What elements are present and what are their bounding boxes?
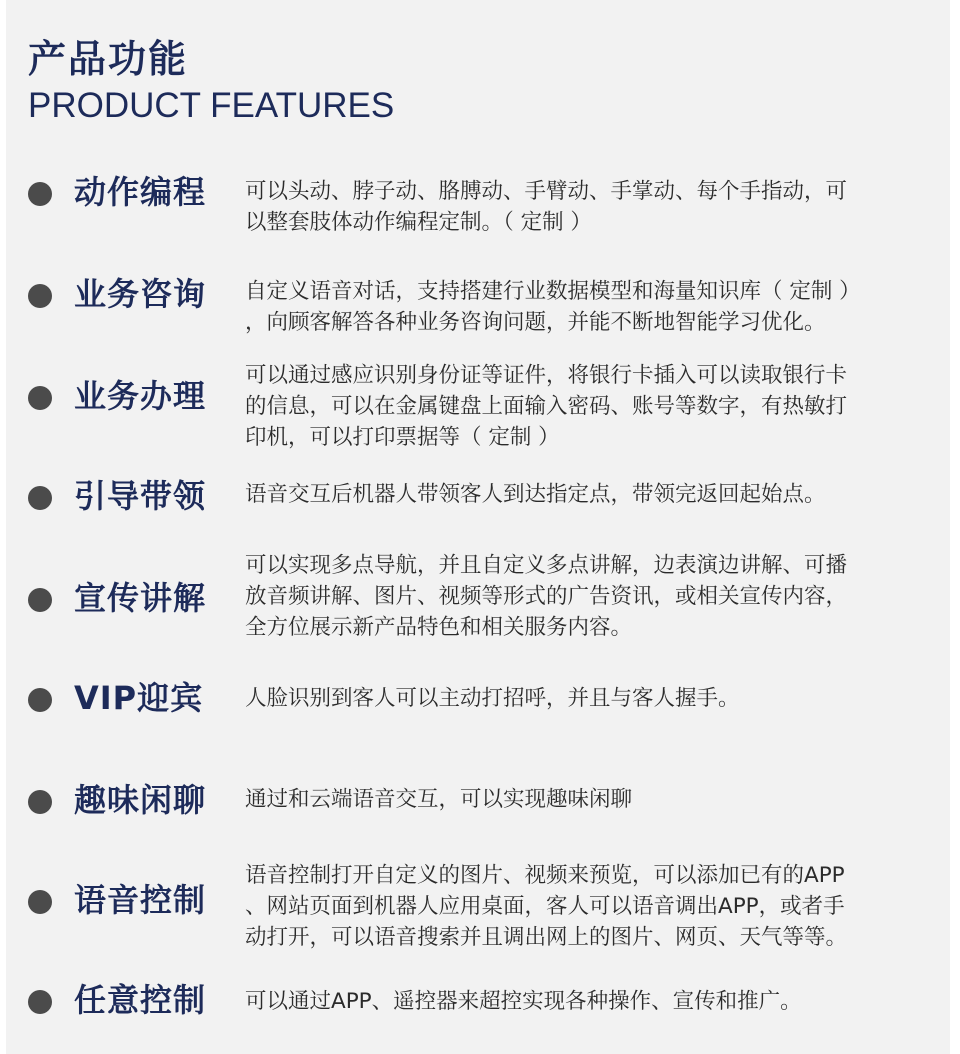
page-subtitle: PRODUCT FEATURES [28, 86, 395, 125]
feature-name: 动作编程 [74, 173, 207, 211]
bullet-icon [28, 890, 52, 914]
feature-description: 可以通过APP、遥控器来超控实现各种操作、宣传和推广。 [245, 989, 802, 1014]
feature-name: 业务办理 [74, 377, 207, 415]
bullet-icon [28, 284, 52, 308]
features-panel [6, 0, 950, 1054]
bullet-icon [28, 386, 52, 410]
feature-description: 自定义语音对话，支持搭建行业数据模型和海量知识库（ 定制 ） ，向顾客解答各种业务咨询问题，并能不断地智能学习优化。 [245, 279, 861, 335]
feature-description: 可以通过感应识别身份证等证件，将银行卡插入可以读取银行卡 的信息，可以在金属键盘上面输入密码、账号等数字，有热敏打 印机，可以打印票据等（ 定制 ） [245, 363, 848, 450]
bullet-icon [28, 990, 52, 1014]
page-title: 产品功能 [28, 37, 189, 81]
bullet-icon [28, 182, 52, 206]
feature-description: 通过和云端语音交互，可以实现趣味闲聊 [245, 787, 633, 812]
feature-name: VIP迎宾 [74, 679, 204, 717]
feature-description: 语音交互后机器人带领客人到达指定点，带领完返回起始点。 [245, 482, 826, 507]
feature-name: 引导带领 [74, 477, 207, 515]
bullet-icon [28, 688, 52, 712]
feature-description: 人脸识别到客人可以主动打招呼，并且与客人握手。 [245, 686, 740, 711]
bullet-icon [28, 790, 52, 814]
feature-description: 可以实现多点导航，并且自定义多点讲解，边表演边讲解、可播 放音频讲解、图片、视频等形式的广告资讯，或相关宣传内容， 全方位展示新产品特色和相关服务内容。 [245, 553, 848, 640]
feature-description: 语音控制打开自定义的图片、视频来预览，可以添加已有的APP 、网站页面到机器人应用桌面，客人可以语音调出APP，或者手 动打开，可以语音搜索并且调出网上的图片、网页、天气等等。 [245, 863, 848, 950]
feature-name: 语音控制 [74, 881, 207, 919]
feature-name: 趣味闲聊 [74, 781, 207, 819]
feature-name: 任意控制 [74, 981, 207, 1019]
bullet-icon [28, 486, 52, 510]
feature-name: 业务咨询 [74, 275, 207, 313]
feature-description: 可以头动、脖子动、胳膊动、手臂动、手掌动、每个手指动，可 以整套肢体动作编程定制。（ 定制 ） [245, 179, 848, 235]
bullet-icon [28, 588, 52, 612]
feature-name: 宣传讲解 [74, 579, 207, 617]
